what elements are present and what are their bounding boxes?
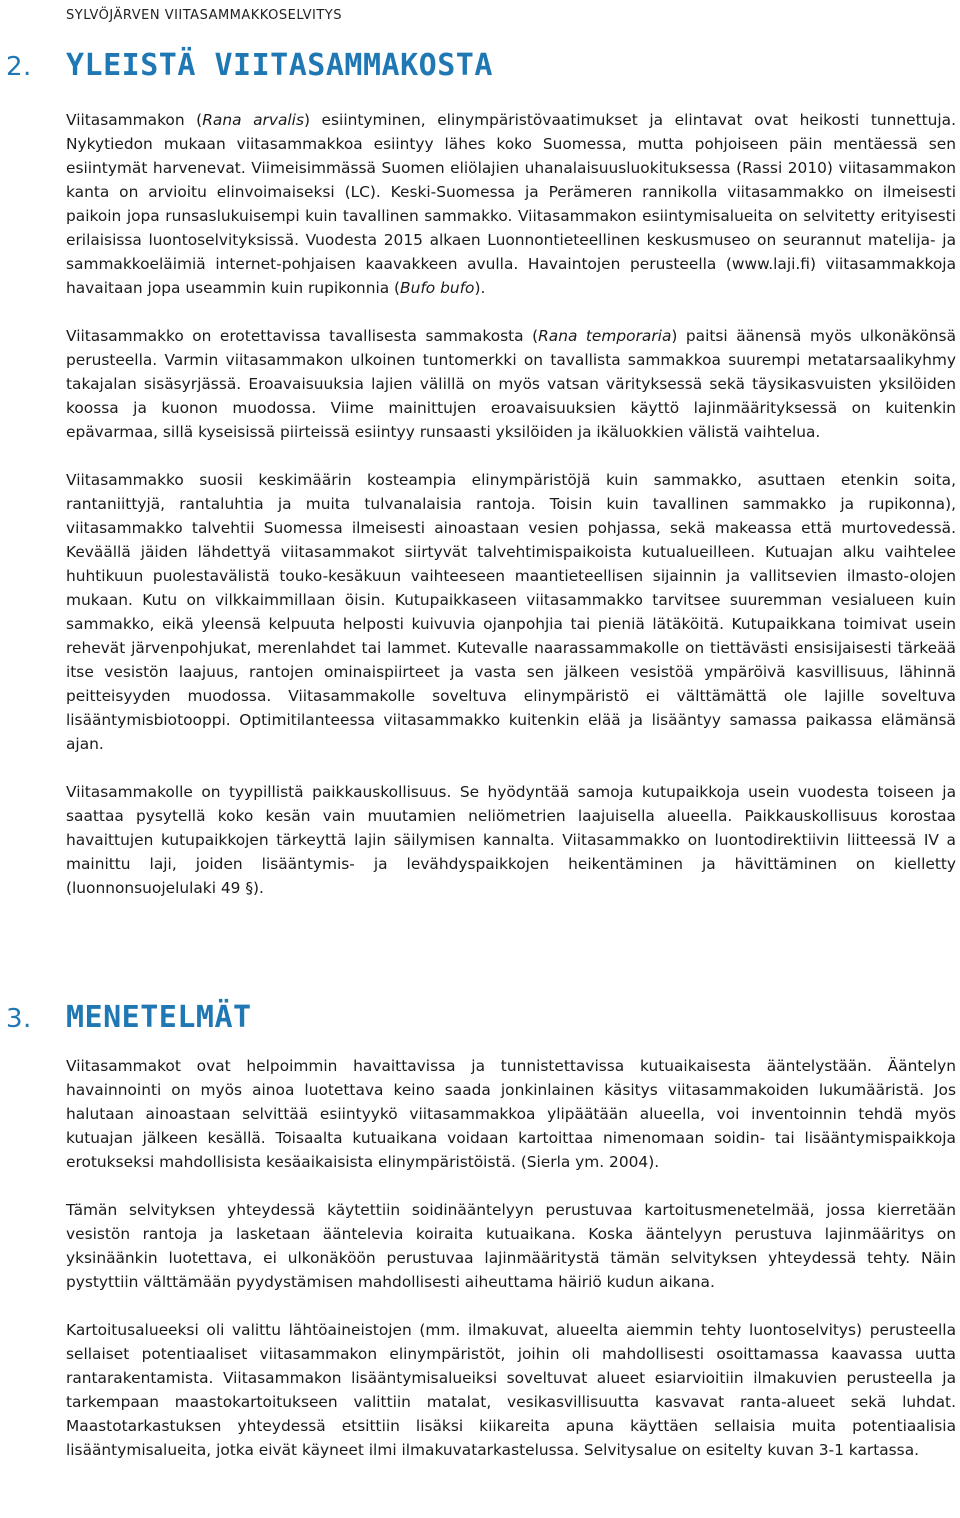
section-3-body [66,1054,956,1462]
species-name: Bufo bufo [400,279,475,297]
section-3-number: 3. [6,1004,32,1034]
paragraph-text: Viitasammakolle on tyypillistä paikkauskollisuus. Se hyödyntää samoja kutupaikkoja usein vuodesta toiseen ja saattaa pysytellä koko kesän vain muutamien neliömetrien laajuisella alueella. Paikkauskollisuus korostaa havaittujen kutupaikkojen tärkeyttä lajin säilymisen kannalta. Viitasammakko on luontodirektiivin liitteessä IV a mainittu laji, joiden lisääntymis- ja levähdyspaikkojen heikentäminen ja hävittäminen on kielletty (luonnonsuojelulaki 49 §). [66,783,956,897]
body-paragraph [66,108,956,300]
paragraph-text: Viitasammakko suosii keskimäärin kosteampia elinympäristöjä kuin sammakko, asuttaen etenkin soita, rantaniittyjä, rantaluhtia ja muita tulvanalaisia rantoja. Toisin kuin tavallinen sammakko ja rupikonna), viitasammakko talvehtii Suomessa ilmeisesti ainoastaan vesien pohjassa, sekä makeassa että murtovedessä. Keväällä jäiden lähdettyä viitasammakot siirtyvät talvehtimispaikoista kutualueilleen. Kutuajan alku vaihtelee huhtikuun puolestavälistä touko-kesäkuun vaihteeseen maantieteellisen sijainnin ja vallitsevien ilmasto-olojen mukaan. Kutu on vilkkaimmillaan öisin. Kutupaikkaseen viitasammakko tarvitsee suuremman vesialueen kuin sammakko, eikä yleensä kelpuuta helposti kuivuvia ojanpohjia tai pieniä lätäköitä. Kutupaikkana toimivat usein rehevät järvenpohjukat, merenlahdet tai lammet. Kutevalle naarassammakolle on tiettävästi ensisijaisesti tärkeää itse vesistön laajuus, rantojen ominaispiirteet ja vasta sen jälkeen vesistöä ympäröivä kasvillisuus, lähinnä peitteisyyden muodossa. Viitasammakolle soveltuva elinympäristö ei välttämättä ole lajille soveltuva lisääntymisbiotooppi. Optimitilanteessa viitasammakko kuitenkin elää ja lisääntyy samassa paikassa elämänsä ajan. [66,471,956,753]
paragraph-text: ). [474,279,486,297]
body-paragraph [66,1198,956,1294]
paragraph-text: ) paitsi äänensä myös ulkonäkönsä perusteella. Varmin viitasammakon ulkoinen tuntomerkki on tavallista sammakkoa suurempi metatarsaalikyhmy takajalan sisäsyrjässä. Eroavaisuuksia lajien välillä on myös vatsan värityksessä sekä täysikasvuisten yksilöiden koossa ja kuonon muodossa. Viime mainittujen eroavaisuuksien käyttö lajinmäärityksessä on kuitenkin epävarmaa, sillä kyseisissä piirteissä esiintyy runsaasti yksilöiden ja ikäluokkien välistä vaihtelua. [66,327,956,441]
body-paragraph [66,324,956,444]
section-2-title: YLEISTÄ VIITASAMMAKOSTA [66,48,493,83]
paragraph-text: ) esiintyminen, elinympäristövaatimukset ja elintavat ovat heikosti tunnettuja. Nykytiedon mukaan viitasammakkoa esiintyy lähes koko Suomessa, mutta pohjoiseen päin mentäessä sen esiintymät harvenevat. Viimeisimmässä Suomen eliölajien uhanalaisuusluokituksessa (Rassi 2010) viitasammakon kanta on arvioitu elinvoimaiseksi (LC). Keski-Suomessa ja Perämeren rannikolla viitasammakko on ilmeisesti paikoin jopa runsaslukuisempi kuin tavallinen sammakko. Viitasammakon esiintymisalueita on selvitetty erityisesti erilaisissa luontoselvityksissä. Vuodesta 2015 alkaen Luonnontieteellinen keskusmuseo on seurannut matelija- ja sammakkoeläimiä internet-pohjaisen kaavakkeen avulla. Havaintojen perusteella (www.laji.fi) viitasammakkoja havaitaan jopa useammin kuin rupikonnia ( [66,111,957,297]
body-paragraph [66,1054,956,1174]
paragraph-text: Viitasammakko on erotettavissa tavallisesta sammakosta ( [66,327,539,345]
paragraph-text: Viitasammakon ( [66,111,203,129]
running-header: SYLVÖJÄRVEN VIITASAMMAKKOSELVITYS [66,8,342,23]
species-name: Rana temporaria [538,327,672,345]
section-2-heading [6,48,493,83]
paragraph-text: Kartoitusalueeksi oli valittu lähtöaineistojen (mm. ilmakuvat, alueelta aiemmin tehty luontoselvitys) perusteella sellaiset potentiaaliset viitasammakon elinympäristöt, joihin oli mahdollisesti osoittamassa kaavassa uutta rantarakentamista. Viitasammakon lisääntymisalueiksi soveltuvat alueet esiarvioitiin ilmakuvien perusteella ja tarkempaan maastokartoitukseen valittiin matalat, vesikasvillisuutta kasvavat ranta-alueet sekä luhdat. Maastotarkastuksen yhteydessä etsittiin lisäksi kiikareita apuna käyttäen sellaisia muita potentiaalisia lisääntymisalueita, jotka eivät käyneet ilmi ilmakuvatarkastelussa. Selvitysalue on esitelty kuvan 3-1 kartassa. [66,1321,956,1459]
body-paragraph [66,1318,956,1462]
section-2-body [66,108,956,900]
species-name: Rana arvalis [202,111,304,129]
body-paragraph [66,468,956,756]
paragraph-text: Tämän selvityksen yhteydessä käytettiin soidinääntelyyn perustuvaa kartoitusmenetelmää, jossa kierretään vesistön rantoja ja lasketaan ääntelevia koiraita kutuaikana. Koska ääntelyyn perustuva lajinmääritys on yksinäänkin luotettava, ei ulkonäköön perustuvaa lajinmääritystä tämän selvityksen yhteydessä tehty. Näin pystyttiin välttämään pyydystämisen mahdollisesti aiheuttama häiriö kudun aikana. [66,1201,956,1291]
body-paragraph [66,780,956,900]
section-3-title: MENETELMÄT [66,1000,252,1035]
section-3-heading [6,1000,252,1035]
paragraph-text: Viitasammakot ovat helpoimmin havaittavissa ja tunnistettavissa kutuaikaisesta ääntelystään. Ääntelyn havainnointi on myös ainoa luotettava keino saada jonkinlainen käsitys viitasammakoiden lukumääristä. Jos halutaan ainoastaan selvittää esiintyykö viitasammakkoa ylipäätään alueella, voi inventoinnin tehdä myös kutuajan jälkeen kesällä. Toisaalta kutuaikana voidaan kartoittaa nimenomaan soidin- tai lisääntymispaikkoja erotukseksi mahdollisista kesäaikaisista elinympäristöistä. (Sierla ym. 2004). [66,1057,956,1171]
section-2-number: 2. [6,52,32,82]
